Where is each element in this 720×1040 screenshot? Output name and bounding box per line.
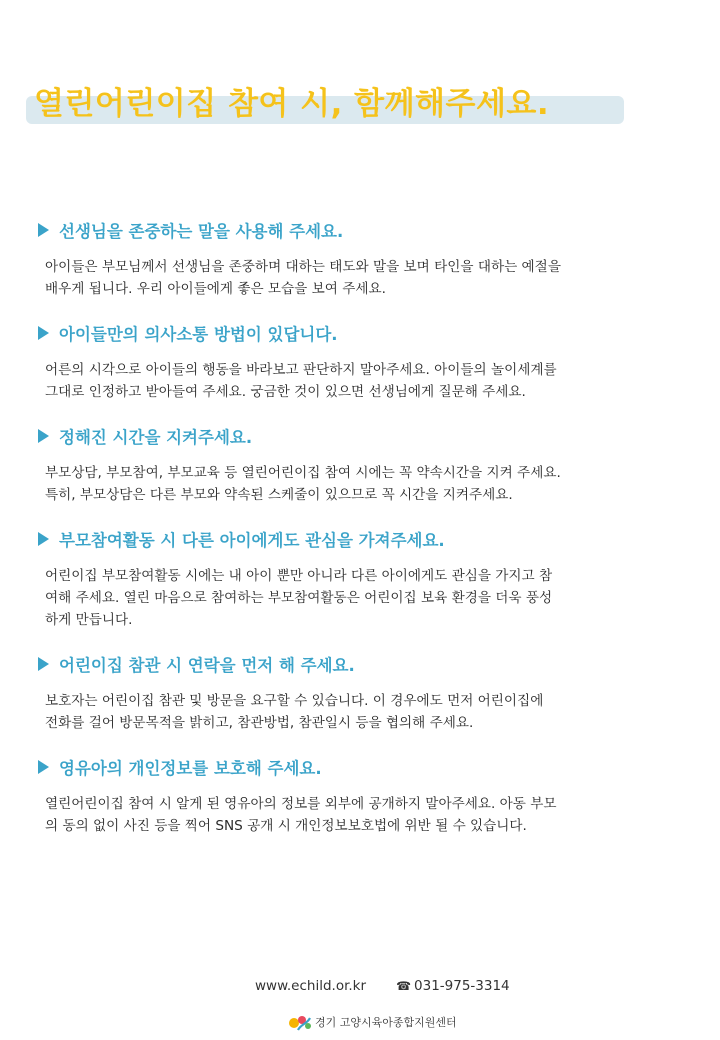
guideline-list bbox=[36, 218, 646, 858]
body-line: 보호자는 어린이집 참관 및 방문을 요구할 수 있습니다. 이 경우에도 먼저 어린이집에 bbox=[45, 693, 544, 709]
section-title: 영유아의 개인정보를 보호해 주세요. bbox=[59, 759, 322, 778]
triangle-bullet-icon bbox=[38, 657, 49, 671]
body-line: 하게 만듭니다. bbox=[45, 612, 133, 628]
body-line: 전화를 걸어 방문목적을 밝히고, 참관방법, 참관일시 등을 협의해 주세요. bbox=[45, 715, 474, 731]
body-line: 특히, 부모상담은 다른 부모와 약속된 스케줄이 있으므로 꼭 시간을 지켜주세요. bbox=[45, 487, 513, 503]
contact-info bbox=[255, 978, 510, 994]
section-body bbox=[45, 793, 645, 837]
body-line: 부모상담, 부모참여, 부모교육 등 열린어린이집 참여 시에는 꼭 약속시간을 지켜 주세요. bbox=[45, 465, 561, 481]
organization-name: 경기 고양시육아종합지원센터 bbox=[315, 1016, 457, 1029]
section-heading bbox=[36, 218, 646, 242]
guideline-section bbox=[36, 527, 646, 631]
section-body bbox=[45, 359, 645, 403]
section-title: 아이들만의 의사소통 방법이 있답니다. bbox=[59, 325, 338, 344]
section-title: 부모참여활동 시 다른 아이에게도 관심을 가져주세요. bbox=[59, 531, 445, 550]
section-title: 정해진 시간을 지켜주세요. bbox=[59, 428, 253, 447]
section-title: 선생님을 존중하는 말을 사용해 주세요. bbox=[59, 222, 344, 241]
triangle-bullet-icon bbox=[38, 760, 49, 774]
section-title: 어린이집 참관 시 연락을 먼저 해 주세요. bbox=[59, 656, 355, 675]
guideline-section bbox=[36, 652, 646, 734]
section-body bbox=[45, 565, 645, 631]
section-heading bbox=[36, 755, 646, 779]
section-heading bbox=[36, 652, 646, 676]
organization bbox=[288, 1012, 457, 1032]
page-title: 열린어린이집 참여 시, 함께해주세요. bbox=[34, 86, 550, 122]
title-banner bbox=[26, 78, 626, 126]
section-heading bbox=[36, 321, 646, 345]
guideline-section bbox=[36, 755, 646, 837]
body-line: 어른의 시각으로 아이들의 행동을 바라보고 판단하지 말아주세요. 아이들의 놀이세계를 bbox=[45, 362, 557, 378]
body-line: 어린이집 부모참여활동 시에는 내 아이 뿐만 아니라 다른 아이에게도 관심을 가지고 참 bbox=[45, 568, 553, 584]
body-line: 그대로 인정하고 받아들여 주세요. 궁금한 것이 있으면 선생님에게 질문해 주세요. bbox=[45, 384, 526, 400]
guideline-section bbox=[36, 321, 646, 403]
guideline-section bbox=[36, 218, 646, 300]
triangle-bullet-icon bbox=[38, 429, 49, 443]
section-heading bbox=[36, 527, 646, 551]
section-body bbox=[45, 462, 645, 506]
organization-logo-icon bbox=[288, 1012, 312, 1032]
triangle-bullet-icon bbox=[38, 326, 49, 340]
body-line: 여해 주세요. 열린 마음으로 참여하는 부모참여활동은 어린이집 보육 환경을 더욱 풍성 bbox=[45, 590, 553, 606]
guideline-section bbox=[36, 424, 646, 506]
body-line: 의 동의 없이 사진 등을 찍어 SNS 공개 시 개인정보보호법에 위반 될 수 있습니다. bbox=[45, 818, 527, 834]
phone-icon: ☎ bbox=[396, 979, 412, 993]
phone-contact bbox=[396, 978, 510, 994]
body-line: 열린어린이집 참여 시 알게 된 영유아의 정보를 외부에 공개하지 말아주세요. 아동 부모 bbox=[45, 796, 557, 812]
body-line: 아이들은 부모님께서 선생님을 존중하며 대하는 태도와 말을 보며 타인을 대하는 예절을 bbox=[45, 259, 561, 275]
section-body bbox=[45, 690, 645, 734]
section-heading bbox=[36, 424, 646, 448]
section-body bbox=[45, 256, 645, 300]
body-line: 배우게 됩니다. 우리 아이들에게 좋은 모습을 보여 주세요. bbox=[45, 281, 386, 297]
triangle-bullet-icon bbox=[38, 532, 49, 546]
triangle-bullet-icon bbox=[38, 223, 49, 237]
website-link[interactable]: www.echild.or.kr bbox=[255, 978, 367, 994]
phone-number: 031-975-3314 bbox=[414, 978, 510, 994]
